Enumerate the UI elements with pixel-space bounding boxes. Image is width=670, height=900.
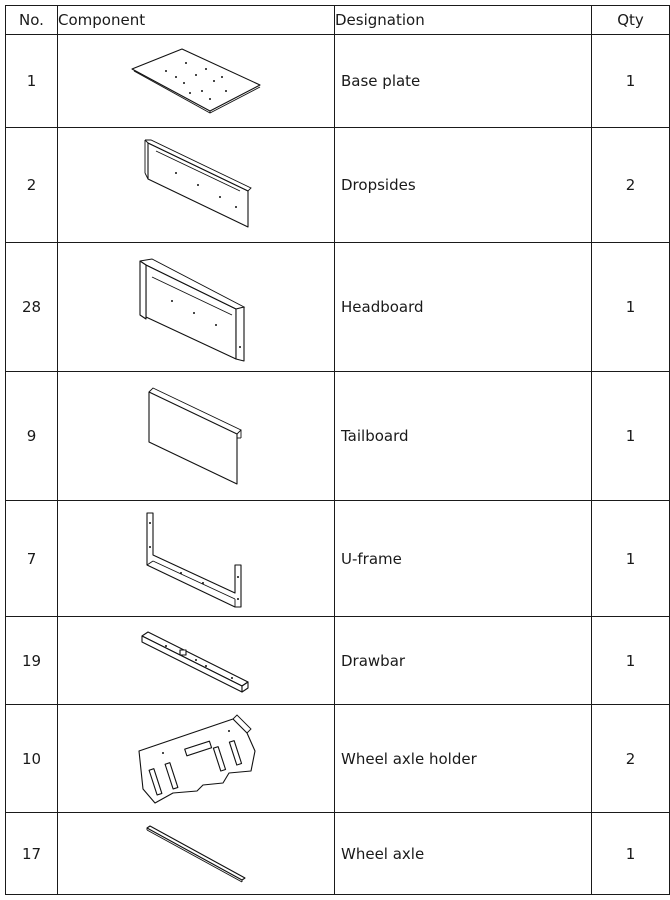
designation-cell: U-frame <box>335 501 592 617</box>
table-row <box>6 35 670 128</box>
quantity-cell: 2 <box>592 705 670 813</box>
header-row <box>6 6 670 35</box>
header-no: No. <box>6 6 58 35</box>
tailboard-drawing-icon <box>141 384 251 488</box>
quantity-cell: 1 <box>592 813 670 895</box>
header-qty: Qty <box>592 6 670 35</box>
row-number: 10 <box>6 705 58 813</box>
component-cell <box>58 705 335 813</box>
header-designation: Designation <box>335 6 592 35</box>
component-cell <box>58 243 335 372</box>
designation-cell: Drawbar <box>335 617 592 705</box>
designation-cell: Base plate <box>335 35 592 128</box>
row-number: 1 <box>6 35 58 128</box>
headboard-drawing-icon <box>136 251 256 363</box>
quantity-cell: 1 <box>592 35 670 128</box>
designation-cell: Wheel axle <box>335 813 592 895</box>
quantity-cell: 1 <box>592 372 670 501</box>
designation-cell: Headboard <box>335 243 592 372</box>
quantity-cell: 2 <box>592 128 670 243</box>
row-number: 9 <box>6 372 58 501</box>
base-plate-drawing-icon <box>126 41 266 121</box>
designation-cell: Dropsides <box>335 128 592 243</box>
component-cell <box>58 372 335 501</box>
wheel-axle-drawing-icon <box>141 822 251 886</box>
component-cell <box>58 501 335 617</box>
row-number: 7 <box>6 501 58 617</box>
table-row <box>6 501 670 617</box>
parts-table <box>5 5 670 895</box>
designation-cell: Tailboard <box>335 372 592 501</box>
quantity-cell: 1 <box>592 243 670 372</box>
component-cell <box>58 35 335 128</box>
table-row <box>6 128 670 243</box>
row-number: 17 <box>6 813 58 895</box>
table-row <box>6 705 670 813</box>
header-component: Component <box>58 6 335 35</box>
row-number: 28 <box>6 243 58 372</box>
quantity-cell: 1 <box>592 617 670 705</box>
component-cell <box>58 128 335 243</box>
row-number: 19 <box>6 617 58 705</box>
component-cell <box>58 617 335 705</box>
row-number: 2 <box>6 128 58 243</box>
table-row <box>6 372 670 501</box>
component-cell <box>58 813 335 895</box>
dropside-drawing-icon <box>136 135 256 235</box>
wheel-axle-holder-drawing-icon <box>133 711 259 807</box>
table-row <box>6 617 670 705</box>
designation-cell: Wheel axle holder <box>335 705 592 813</box>
drawbar-drawing-icon <box>136 626 256 696</box>
quantity-cell: 1 <box>592 501 670 617</box>
u-frame-drawing-icon <box>141 507 251 611</box>
table-row <box>6 243 670 372</box>
table-row <box>6 813 670 895</box>
